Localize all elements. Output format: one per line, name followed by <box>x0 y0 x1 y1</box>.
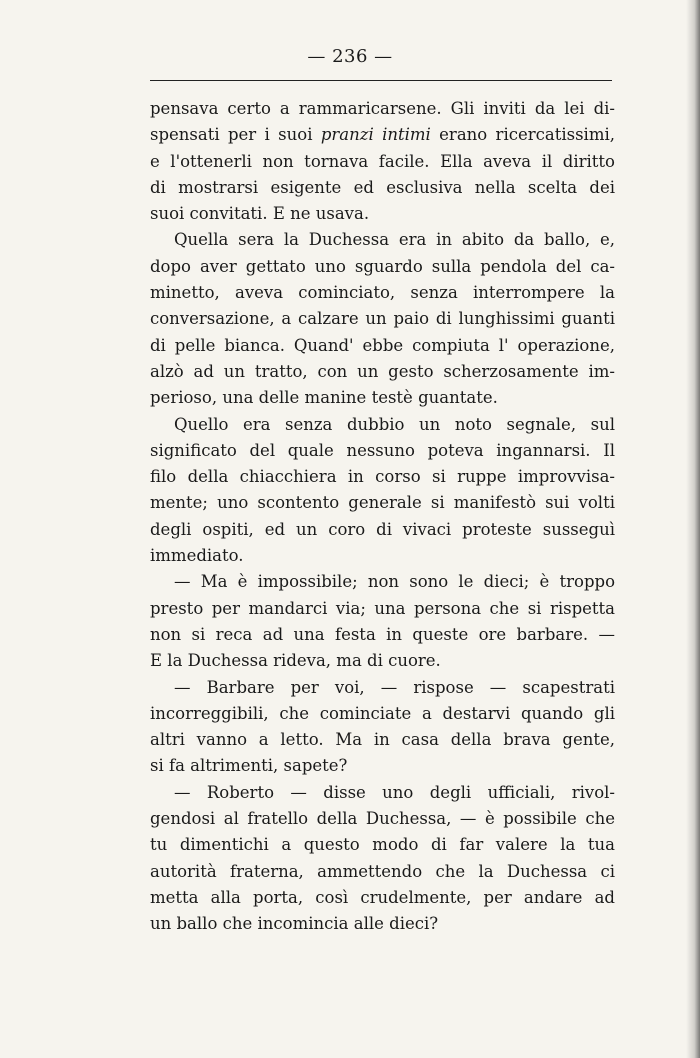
text-line: tu dimentichi a questo modo di far valere la tua <box>150 835 615 855</box>
header-rule <box>150 80 612 81</box>
text-line: filo della chiacchiera in corso si ruppe improvvisa- <box>150 467 615 487</box>
text-line: alzò ad un tratto, con un gesto scherzosamente im- <box>150 361 615 381</box>
paragraph <box>150 780 615 938</box>
text-line: spensati per i suoi pranzi intimi erano ricercatissimi, <box>150 125 615 145</box>
text-line: e l'ottenerli non tornava facile. Ella aveva il diritto <box>150 151 615 171</box>
paragraph <box>150 412 615 570</box>
paragraph <box>150 569 615 674</box>
text-line: conversazione, a calzare un paio di lunghissimi guanti <box>150 309 615 329</box>
text-line: Quello era senza dubbio un noto segnale, sul <box>174 414 615 434</box>
text-line: perioso, una delle manine testè guantate. <box>150 388 498 408</box>
text-line: si fa altrimenti, sapete? <box>150 756 348 776</box>
paragraph <box>150 227 615 411</box>
text-line: pensava certo a rammaricarsene. Gli inviti da lei di- <box>150 99 615 118</box>
text-line: — Roberto — disse uno degli ufficiali, rivol- <box>174 782 615 802</box>
text-line: gendosi al fratello della Duchessa, — è possibile che <box>150 809 615 829</box>
text-line: di pelle bianca. Quand' ebbe compiuta l' operazione, <box>150 335 615 355</box>
text-line: immediato. <box>150 546 244 566</box>
text-line: suoi convitati. E ne usava. <box>150 204 370 224</box>
text-line: presto per mandarci via; una persona che si rispetta <box>150 598 615 618</box>
text-line: metta alla porta, così crudelmente, per andare ad <box>150 887 615 907</box>
text-line: un ballo che incomincia alle dieci? <box>150 914 439 934</box>
text-line: di mostrarsi esigente ed esclusiva nella scelta dei <box>150 177 615 197</box>
paragraph <box>150 96 615 227</box>
text-line: significato del quale nessuno poteva ingannarsi. Il <box>150 440 615 460</box>
text-line: degli ospiti, ed un coro di vivaci proteste susseguì <box>150 519 615 539</box>
text-line: — Barbare per voi, — rispose — scapestrati <box>174 677 615 697</box>
page-edge-shadow <box>686 0 700 1058</box>
text-line: — Ma è impossibile; non sono le dieci; è troppo <box>174 572 615 592</box>
text-line: dopo aver gettato uno sguardo sulla pendola del ca- <box>150 256 615 276</box>
text-line: minetto, aveva cominciato, senza interrompere la <box>150 283 615 303</box>
body-text <box>150 96 615 938</box>
text-line: altri vanno a letto. Ma in casa della brava gente, <box>150 730 615 750</box>
text-line: mente; uno scontento generale si manifestò sui volti <box>150 493 615 513</box>
text-line: incorreggibili, che cominciate a destarvi quando gli <box>150 703 615 723</box>
paragraph <box>150 675 615 780</box>
text-line: E la Duchessa rideva, ma di cuore. <box>150 651 441 671</box>
page-number: — 236 — <box>307 46 393 67</box>
text-line: non si reca ad una festa in queste ore barbare. — <box>150 624 615 644</box>
text-line: autorità fraterna, ammettendo che la Duchessa ci <box>150 861 615 881</box>
text-line: Quella sera la Duchessa era in abito da ballo, e, <box>174 230 615 250</box>
